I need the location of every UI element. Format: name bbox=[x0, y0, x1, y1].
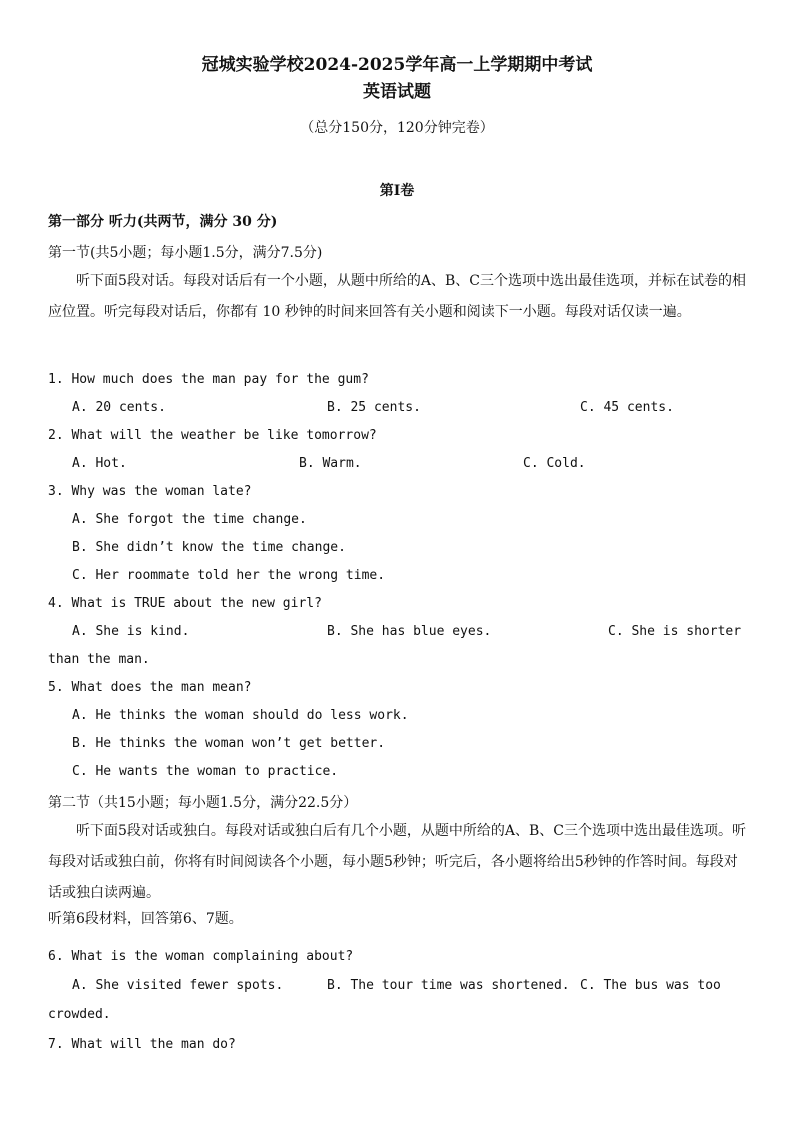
question-7-stem: 7. What will the man do? bbox=[48, 1037, 236, 1052]
material-6-instruction: 听第6段材料，回答第6、7题。 bbox=[48, 911, 243, 927]
question-5-option-a: A. He thinks the woman should do less work. bbox=[72, 708, 409, 723]
volume-heading: 第Ⅰ卷 bbox=[379, 183, 415, 199]
question-4-option-a: A. She is kind. bbox=[72, 624, 190, 639]
question-6-option-c-continued: crowded. bbox=[48, 1007, 111, 1022]
question-2-option-c: C. Cold. bbox=[523, 456, 586, 471]
question-1-option-a: A. 20 cents. bbox=[72, 400, 166, 415]
question-5-option-c: C. He wants the woman to practice. bbox=[72, 764, 339, 779]
question-1-option-b: B. 25 cents. bbox=[327, 400, 421, 415]
question-2-stem: 2. What will the weather be like tomorrow? bbox=[48, 428, 377, 443]
exam-title: 冠城实验学校2024-2025学年高一上学期期中考试 bbox=[201, 55, 593, 75]
question-3-option-b: B. She didn’t know the time change. bbox=[72, 540, 346, 555]
question-1-option-c: C. 45 cents. bbox=[580, 400, 674, 415]
question-6-option-b: B. The tour time was shortened. bbox=[327, 978, 570, 993]
section1-instructions: 听下面5段对话。每段对话后有一个小题，从题中所给的A、B、C三个选项中选出最佳选项，并标在试卷的相应位置。听完每段对话后，你都有 10 秒钟的时间来回答有关小题和阅读下一小题。每段对话仅读一遍。 bbox=[48, 273, 747, 320]
question-4-option-c: C. She is shorter bbox=[608, 624, 742, 639]
question-4-option-c-continued: than the man. bbox=[48, 652, 150, 667]
question-2-option-b: B. Warm. bbox=[299, 456, 362, 471]
question-3-stem: 3. Why was the woman late? bbox=[48, 484, 252, 499]
question-5-stem: 5. What does the man mean? bbox=[48, 680, 252, 695]
question-6-option-a: A. She visited fewer spots. bbox=[72, 978, 284, 993]
exam-subtitle: （总分150分，120分钟完卷） bbox=[300, 120, 494, 136]
question-2-option-a: A. Hot. bbox=[72, 456, 127, 471]
exam-subject: 英语试题 bbox=[363, 82, 431, 102]
part1-heading: 第一部分 听力(共两节，满分 30 分) bbox=[48, 214, 278, 230]
question-1-stem: 1. How much does the man pay for the gum? bbox=[48, 372, 369, 387]
question-6-option-c: C. The bus was too bbox=[580, 978, 721, 993]
question-6-stem: 6. What is the woman complaining about? bbox=[48, 949, 354, 964]
question-5-option-b: B. He thinks the woman won’t get better. bbox=[72, 736, 386, 751]
question-4-stem: 4. What is TRUE about the new girl? bbox=[48, 596, 322, 611]
question-3-option-a: A. She forgot the time change. bbox=[72, 512, 307, 527]
section2-heading: 第二节（共15小题；每小题1.5分，满分22.5分） bbox=[48, 795, 358, 811]
section2-instructions: 听下面5段对话或独白。每段对话或独白后有几个小题，从题中所给的A、B、C三个选项中选出最佳选项。听每段对话或独白前，你将有时间阅读各个小题，每小题5秒钟；听完后，各小题将给出5秒钟的作答时间。每段对话或独白读两遍。 bbox=[48, 823, 747, 901]
section1-heading: 第一节(共5小题；每小题1.5分，满分7.5分) bbox=[48, 245, 323, 261]
question-4-option-b: B. She has blue eyes. bbox=[327, 624, 492, 639]
question-3-option-c: C. Her roommate told her the wrong time. bbox=[72, 568, 386, 583]
